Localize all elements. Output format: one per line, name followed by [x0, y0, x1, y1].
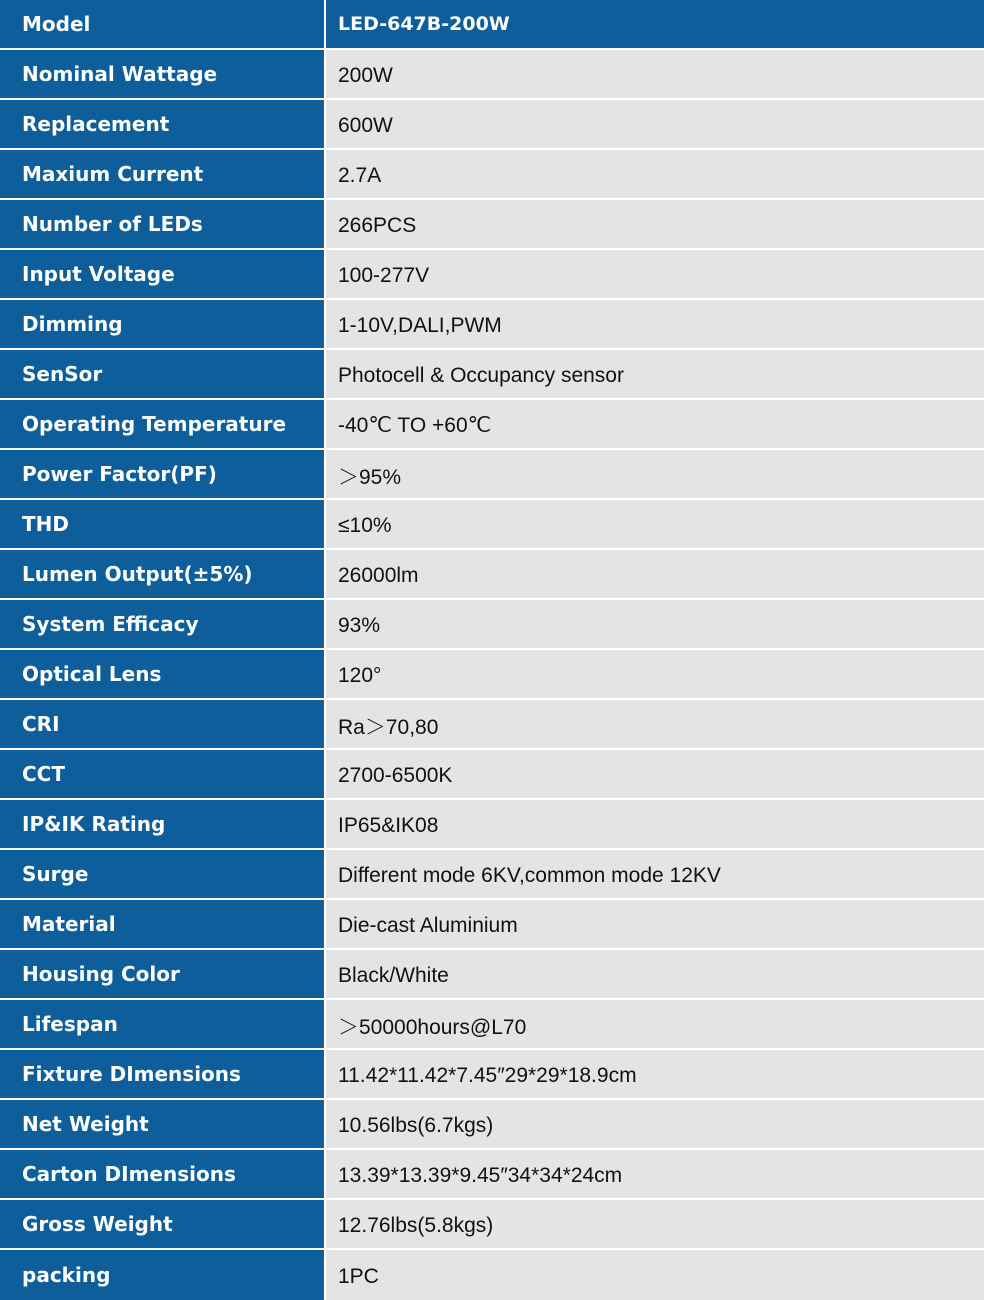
spec-label: SenSor [0, 350, 326, 398]
spec-row [0, 800, 984, 850]
spec-row [0, 500, 984, 550]
spec-row [0, 450, 984, 500]
spec-value: ≤10% [326, 500, 984, 548]
spec-row [0, 1100, 984, 1150]
spec-row [0, 650, 984, 700]
spec-label: Gross Weight [0, 1200, 326, 1248]
spec-row [0, 250, 984, 300]
spec-label: Operating Temperature [0, 400, 326, 448]
spec-row [0, 850, 984, 900]
spec-row [0, 950, 984, 1000]
spec-value: Photocell & Occupancy sensor [326, 350, 984, 398]
spec-row [0, 1050, 984, 1100]
spec-value: 1-10V,DALI,PWM [326, 300, 984, 348]
spec-label: Number of LEDs [0, 200, 326, 248]
spec-row [0, 400, 984, 450]
spec-row [0, 750, 984, 800]
spec-row [0, 1200, 984, 1250]
spec-label: Power Factor(PF) [0, 450, 326, 498]
spec-value: IP65&IK08 [326, 800, 984, 848]
spec-row [0, 600, 984, 650]
spec-value: 93% [326, 600, 984, 648]
spec-row [0, 300, 984, 350]
spec-value: Ra＞70,80 [326, 700, 984, 748]
spec-label: Maxium Current [0, 150, 326, 198]
spec-label: System Efficacy [0, 600, 326, 648]
spec-label: Dimming [0, 300, 326, 348]
spec-row [0, 350, 984, 400]
spec-row [0, 700, 984, 750]
spec-value: Black/White [326, 950, 984, 998]
spec-value: 100-277V [326, 250, 984, 298]
spec-row [0, 150, 984, 200]
spec-value: 11.42*11.42*7.45″29*29*18.9cm [326, 1050, 984, 1098]
spec-label: Net Weight [0, 1100, 326, 1148]
spec-value: 1PC [326, 1250, 984, 1300]
spec-value: LED-647B-200W [326, 0, 984, 48]
spec-label: Model [0, 0, 326, 48]
spec-value: 266PCS [326, 200, 984, 248]
spec-row [0, 1250, 984, 1300]
spec-label: packing [0, 1250, 326, 1300]
spec-row [0, 50, 984, 100]
spec-value: ＞95% [326, 450, 984, 498]
spec-value: 26000lm [326, 550, 984, 598]
spec-value: 120° [326, 650, 984, 698]
spec-value: 2700-6500K [326, 750, 984, 798]
spec-value: 200W [326, 50, 984, 98]
spec-value: 2.7A [326, 150, 984, 198]
spec-label: CCT [0, 750, 326, 798]
spec-value: 12.76lbs(5.8kgs) [326, 1200, 984, 1248]
spec-row [0, 1000, 984, 1050]
spec-value: 600W [326, 100, 984, 148]
spec-value: 13.39*13.39*9.45″34*34*24cm [326, 1150, 984, 1198]
spec-row [0, 550, 984, 600]
spec-label: Lumen Output(±5%) [0, 550, 326, 598]
spec-label: Surge [0, 850, 326, 898]
spec-label: Nominal Wattage [0, 50, 326, 98]
spec-label: Optical Lens [0, 650, 326, 698]
spec-label: Fixture DImensions [0, 1050, 326, 1098]
spec-value: ＞50000hours@L70 [326, 1000, 984, 1048]
spec-value: 10.56lbs(6.7kgs) [326, 1100, 984, 1148]
spec-row [0, 1150, 984, 1200]
spec-label: Replacement [0, 100, 326, 148]
spec-label: CRI [0, 700, 326, 748]
spec-row [0, 900, 984, 950]
spec-label: Carton DImensions [0, 1150, 326, 1198]
spec-label: THD [0, 500, 326, 548]
spec-row-model [0, 0, 984, 50]
spec-label: Housing Color [0, 950, 326, 998]
spec-label: Lifespan [0, 1000, 326, 1048]
spec-row [0, 200, 984, 250]
spec-value: Die-cast Aluminium [326, 900, 984, 948]
spec-label: IP&IK Rating [0, 800, 326, 848]
spec-label: Material [0, 900, 326, 948]
spec-label: Input Voltage [0, 250, 326, 298]
spec-row [0, 100, 984, 150]
spec-value: Different mode 6KV,common mode 12KV [326, 850, 984, 898]
spec-value: -40℃ TO +60℃ [326, 400, 984, 448]
